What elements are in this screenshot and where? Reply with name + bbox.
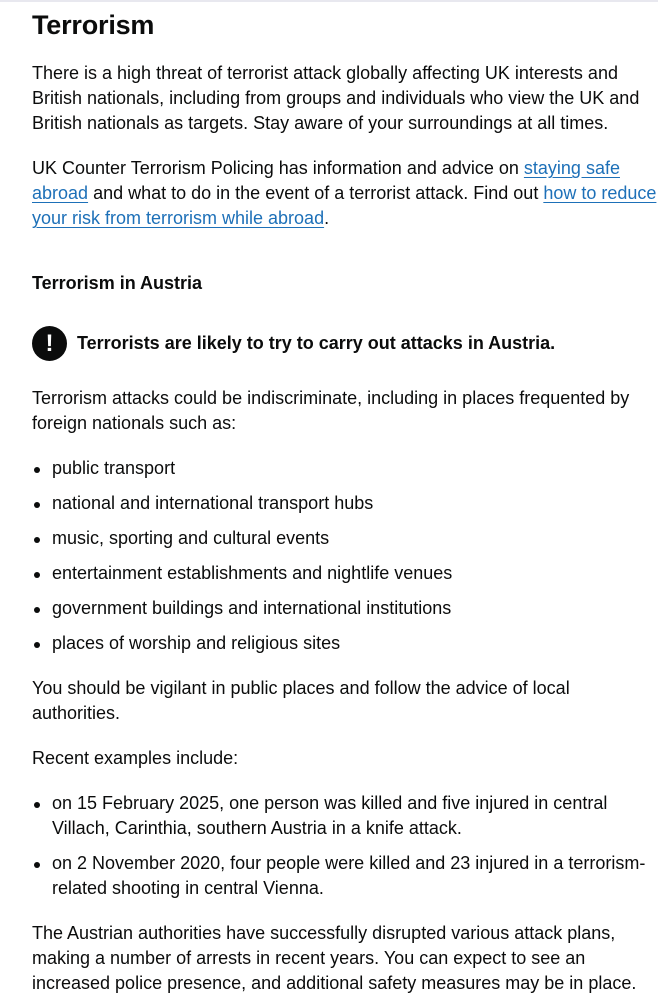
examples-list bbox=[32, 791, 658, 911]
top-border bbox=[0, 0, 658, 2]
advice-text-middle: and what to do in the event of a terrorist attack. Find out bbox=[88, 183, 544, 203]
bullet-icon bbox=[34, 502, 40, 508]
examples-intro: Recent examples include: bbox=[32, 748, 239, 768]
section-title: Terrorism bbox=[32, 10, 155, 40]
bullet-icon bbox=[34, 802, 40, 808]
list-item bbox=[32, 526, 658, 551]
list-item bbox=[32, 631, 658, 656]
list-item bbox=[32, 596, 658, 621]
advice-text-after: . bbox=[324, 208, 330, 228]
list-item bbox=[32, 851, 658, 901]
subsection-title: Terrorism in Austria bbox=[32, 273, 203, 293]
list-item-text: music, sporting and cultural events bbox=[52, 528, 330, 548]
warning-text: Terrorists are likely to try to carry out attacks in Austria. bbox=[77, 333, 556, 353]
list-item-text: public transport bbox=[52, 458, 176, 478]
list-item bbox=[32, 456, 658, 481]
warning-callout bbox=[32, 326, 658, 361]
bullet-icon bbox=[34, 467, 40, 473]
list-item bbox=[32, 791, 658, 841]
advice-paragraph bbox=[32, 156, 658, 231]
bullet-icon bbox=[34, 607, 40, 613]
list-item-text: places of worship and religious sites bbox=[52, 633, 341, 653]
places-list bbox=[32, 456, 658, 666]
list-item bbox=[32, 561, 658, 586]
warning-icon: ! bbox=[32, 326, 67, 361]
bullet-icon bbox=[34, 537, 40, 543]
list-item-text: entertainment establishments and nightlife venues bbox=[52, 563, 453, 583]
staying-safe-abroad-link[interactable]: staying safe abroad bbox=[32, 158, 620, 203]
bullet-icon bbox=[34, 572, 40, 578]
advice-text-before: UK Counter Terrorism Policing has information and advice on bbox=[32, 158, 524, 178]
list-item bbox=[32, 491, 658, 516]
list-item-text: national and international transport hubs bbox=[52, 493, 374, 513]
reduce-risk-link[interactable]: how to reduce your risk from terrorism while abroad bbox=[32, 183, 657, 228]
closing-paragraph: The Austrian authorities have successfully disrupted various attack plans, making a number of arrests in recent years. You can expect to see an increased police presence, and additional safety measures may be in place. bbox=[32, 923, 637, 993]
bullet-icon bbox=[34, 642, 40, 648]
intro-paragraph: There is a high threat of terrorist attack globally affecting UK interests and British nationals, including from groups and individuals who view the UK and British nationals as targets. Stay aware of your surroundings at all times. bbox=[32, 63, 640, 133]
bullet-icon bbox=[34, 862, 40, 868]
list-item-text: on 2 November 2020, four people were killed and 23 injured in a terrorism-related shooting in central Vienna. bbox=[52, 853, 646, 898]
list-item-text: government buildings and international institutions bbox=[52, 598, 452, 618]
vigilance-paragraph: You should be vigilant in public places and follow the advice of local authorities. bbox=[32, 678, 570, 723]
list-item-text: on 15 February 2025, one person was killed and five injured in central Villach, Carinthia, southern Austria in a knife attack. bbox=[52, 793, 608, 838]
places-intro: Terrorism attacks could be indiscriminate, including in places frequented by foreign nationals such as: bbox=[32, 388, 630, 433]
